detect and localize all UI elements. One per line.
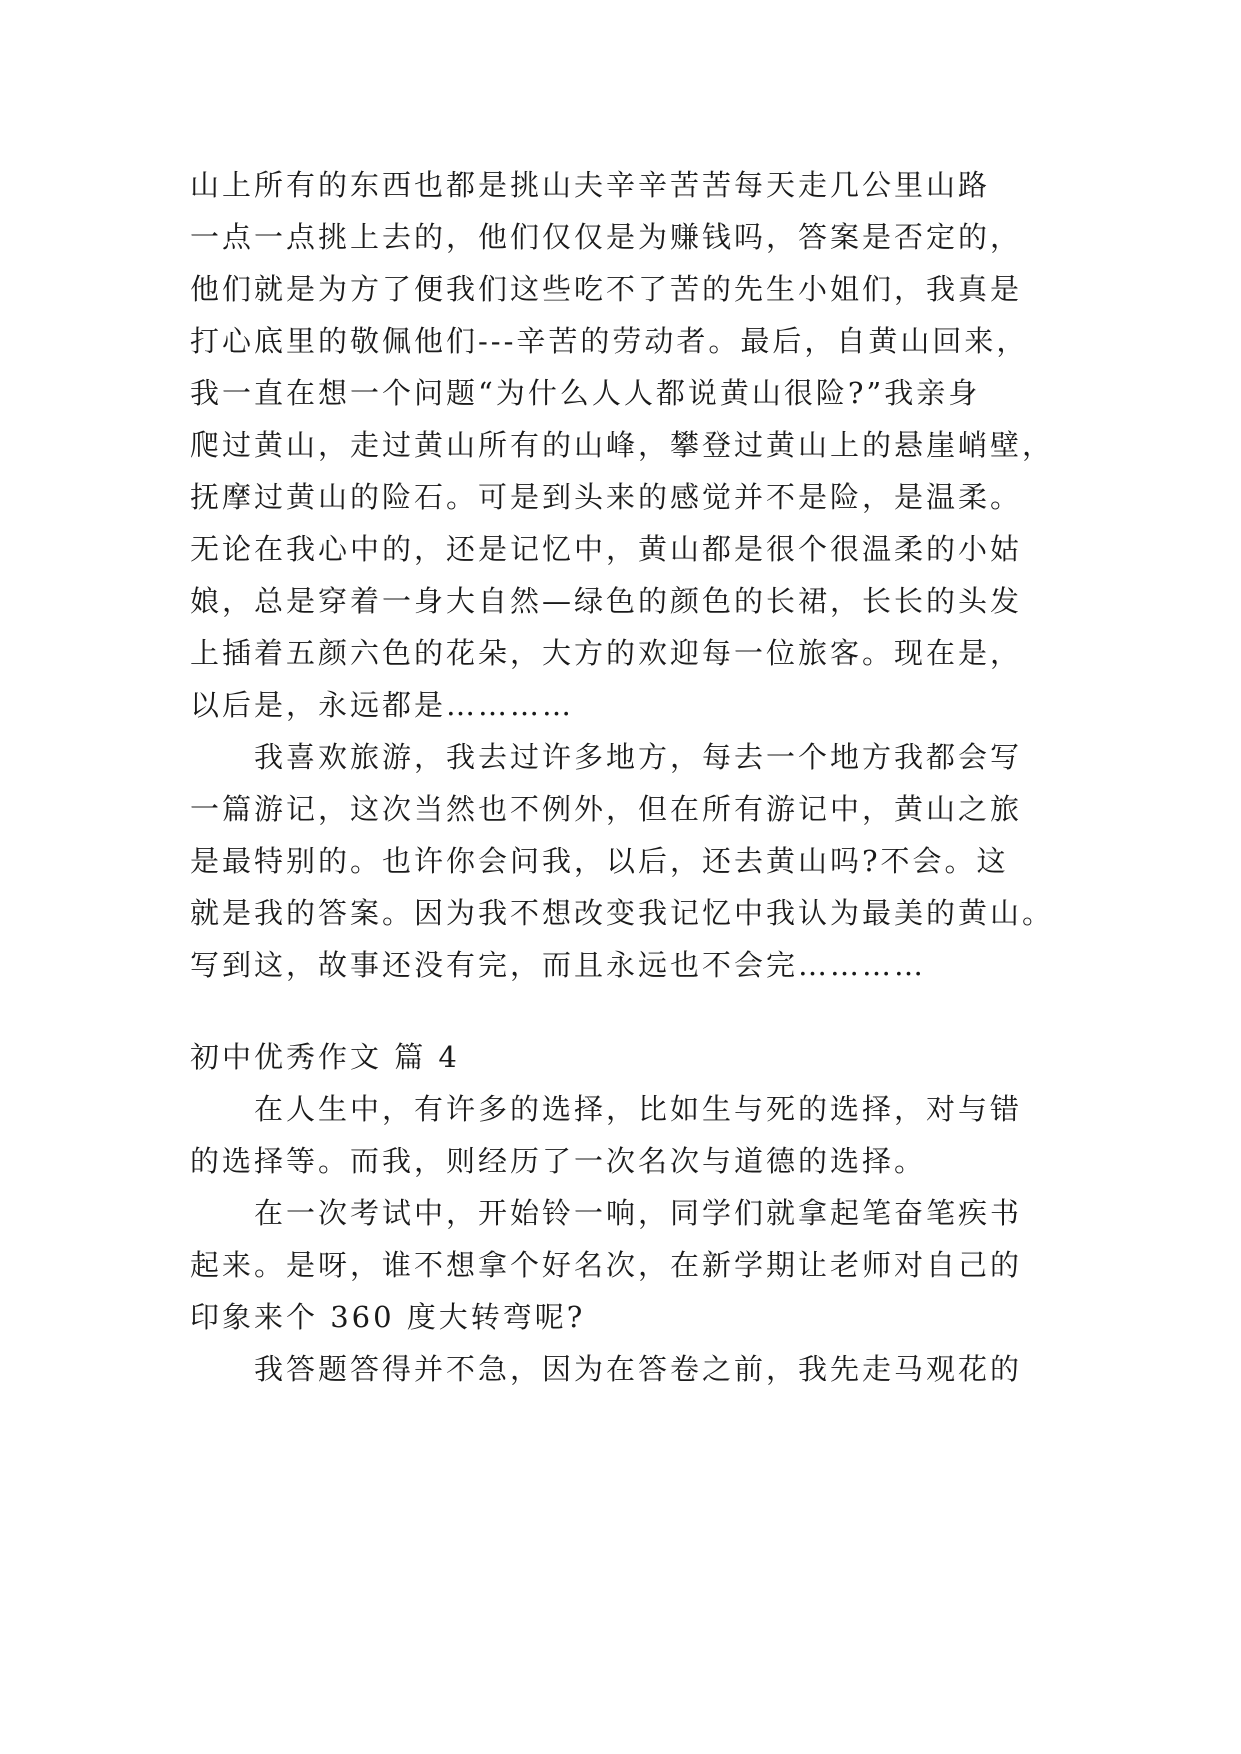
text-line: 无论在我心中的，还是记忆中，黄山都是很个很温柔的小姑 [190,532,1023,566]
text-line: 以后是，永远都是………… [190,688,575,722]
text-line: 爬过黄山，走过黄山所有的山峰，攀登过黄山上的悬崖峭壁， [190,428,1055,462]
text-line: 打心底里的敬佩他们---辛苦的劳动者。最后，自黄山回来， [190,324,1029,358]
text-line: 写到这，故事还没有完，而且永远也不会完………… [190,948,927,982]
text-line: 山上所有的东西也都是挑山夫辛辛苦苦每天走几公里山路 [190,168,991,202]
text-line: 我答题答得并不急，因为在答卷之前，我先走马观花的 [254,1352,1023,1386]
text-line: 他们就是为方了便我们这些吃不了苦的先生小姐们，我真是 [190,272,1023,306]
text-line: 印象来个 360 度大转弯呢? [190,1300,586,1334]
text-line: 是最特别的。也许你会问我，以后，还去黄山吗?不会。这 [190,844,1009,878]
text-line: 一篇游记，这次当然也不例外，但在所有游记中，黄山之旅 [190,792,1023,826]
text-line: 在人生中，有许多的选择，比如生与死的选择，对与错 [254,1092,1023,1126]
text-line: 我一直在想一个问题“为什么人人都说黄山很险?”我亲身 [190,376,981,410]
section-heading-block [190,1031,1058,1395]
text-line: 上插着五颜六色的花朵，大方的欢迎每一位旅客。现在是， [190,636,1023,670]
text-line: 就是我的答案。因为我不想改变我记忆中我认为最美的黄山。 [190,896,1055,930]
section-title: 初中优秀作文 篇 4 [190,1040,460,1074]
text-line: 抚摩过黄山的险石。可是到头来的感觉并不是险，是温柔。 [190,480,1023,514]
paragraph-1 [190,159,1058,991]
text-line: 在一次考试中，开始铃一响，同学们就拿起笔奋笔疾书 [254,1196,1023,1230]
text-line: 的选择等。而我，则经历了一次名次与道德的选择。 [190,1144,927,1178]
text-line: 我喜欢旅游，我去过许多地方，每去一个地方我都会写 [254,740,1023,774]
text-line: 娘，总是穿着一身大自然—绿色的颜色的长裙，长长的头发 [190,584,1023,618]
text-line: 起来。是呀，谁不想拿个好名次，在新学期让老师对自己的 [190,1248,1023,1282]
text-line: 一点一点挑上去的，他们仅仅是为赚钱吗，答案是否定的， [190,220,1023,254]
